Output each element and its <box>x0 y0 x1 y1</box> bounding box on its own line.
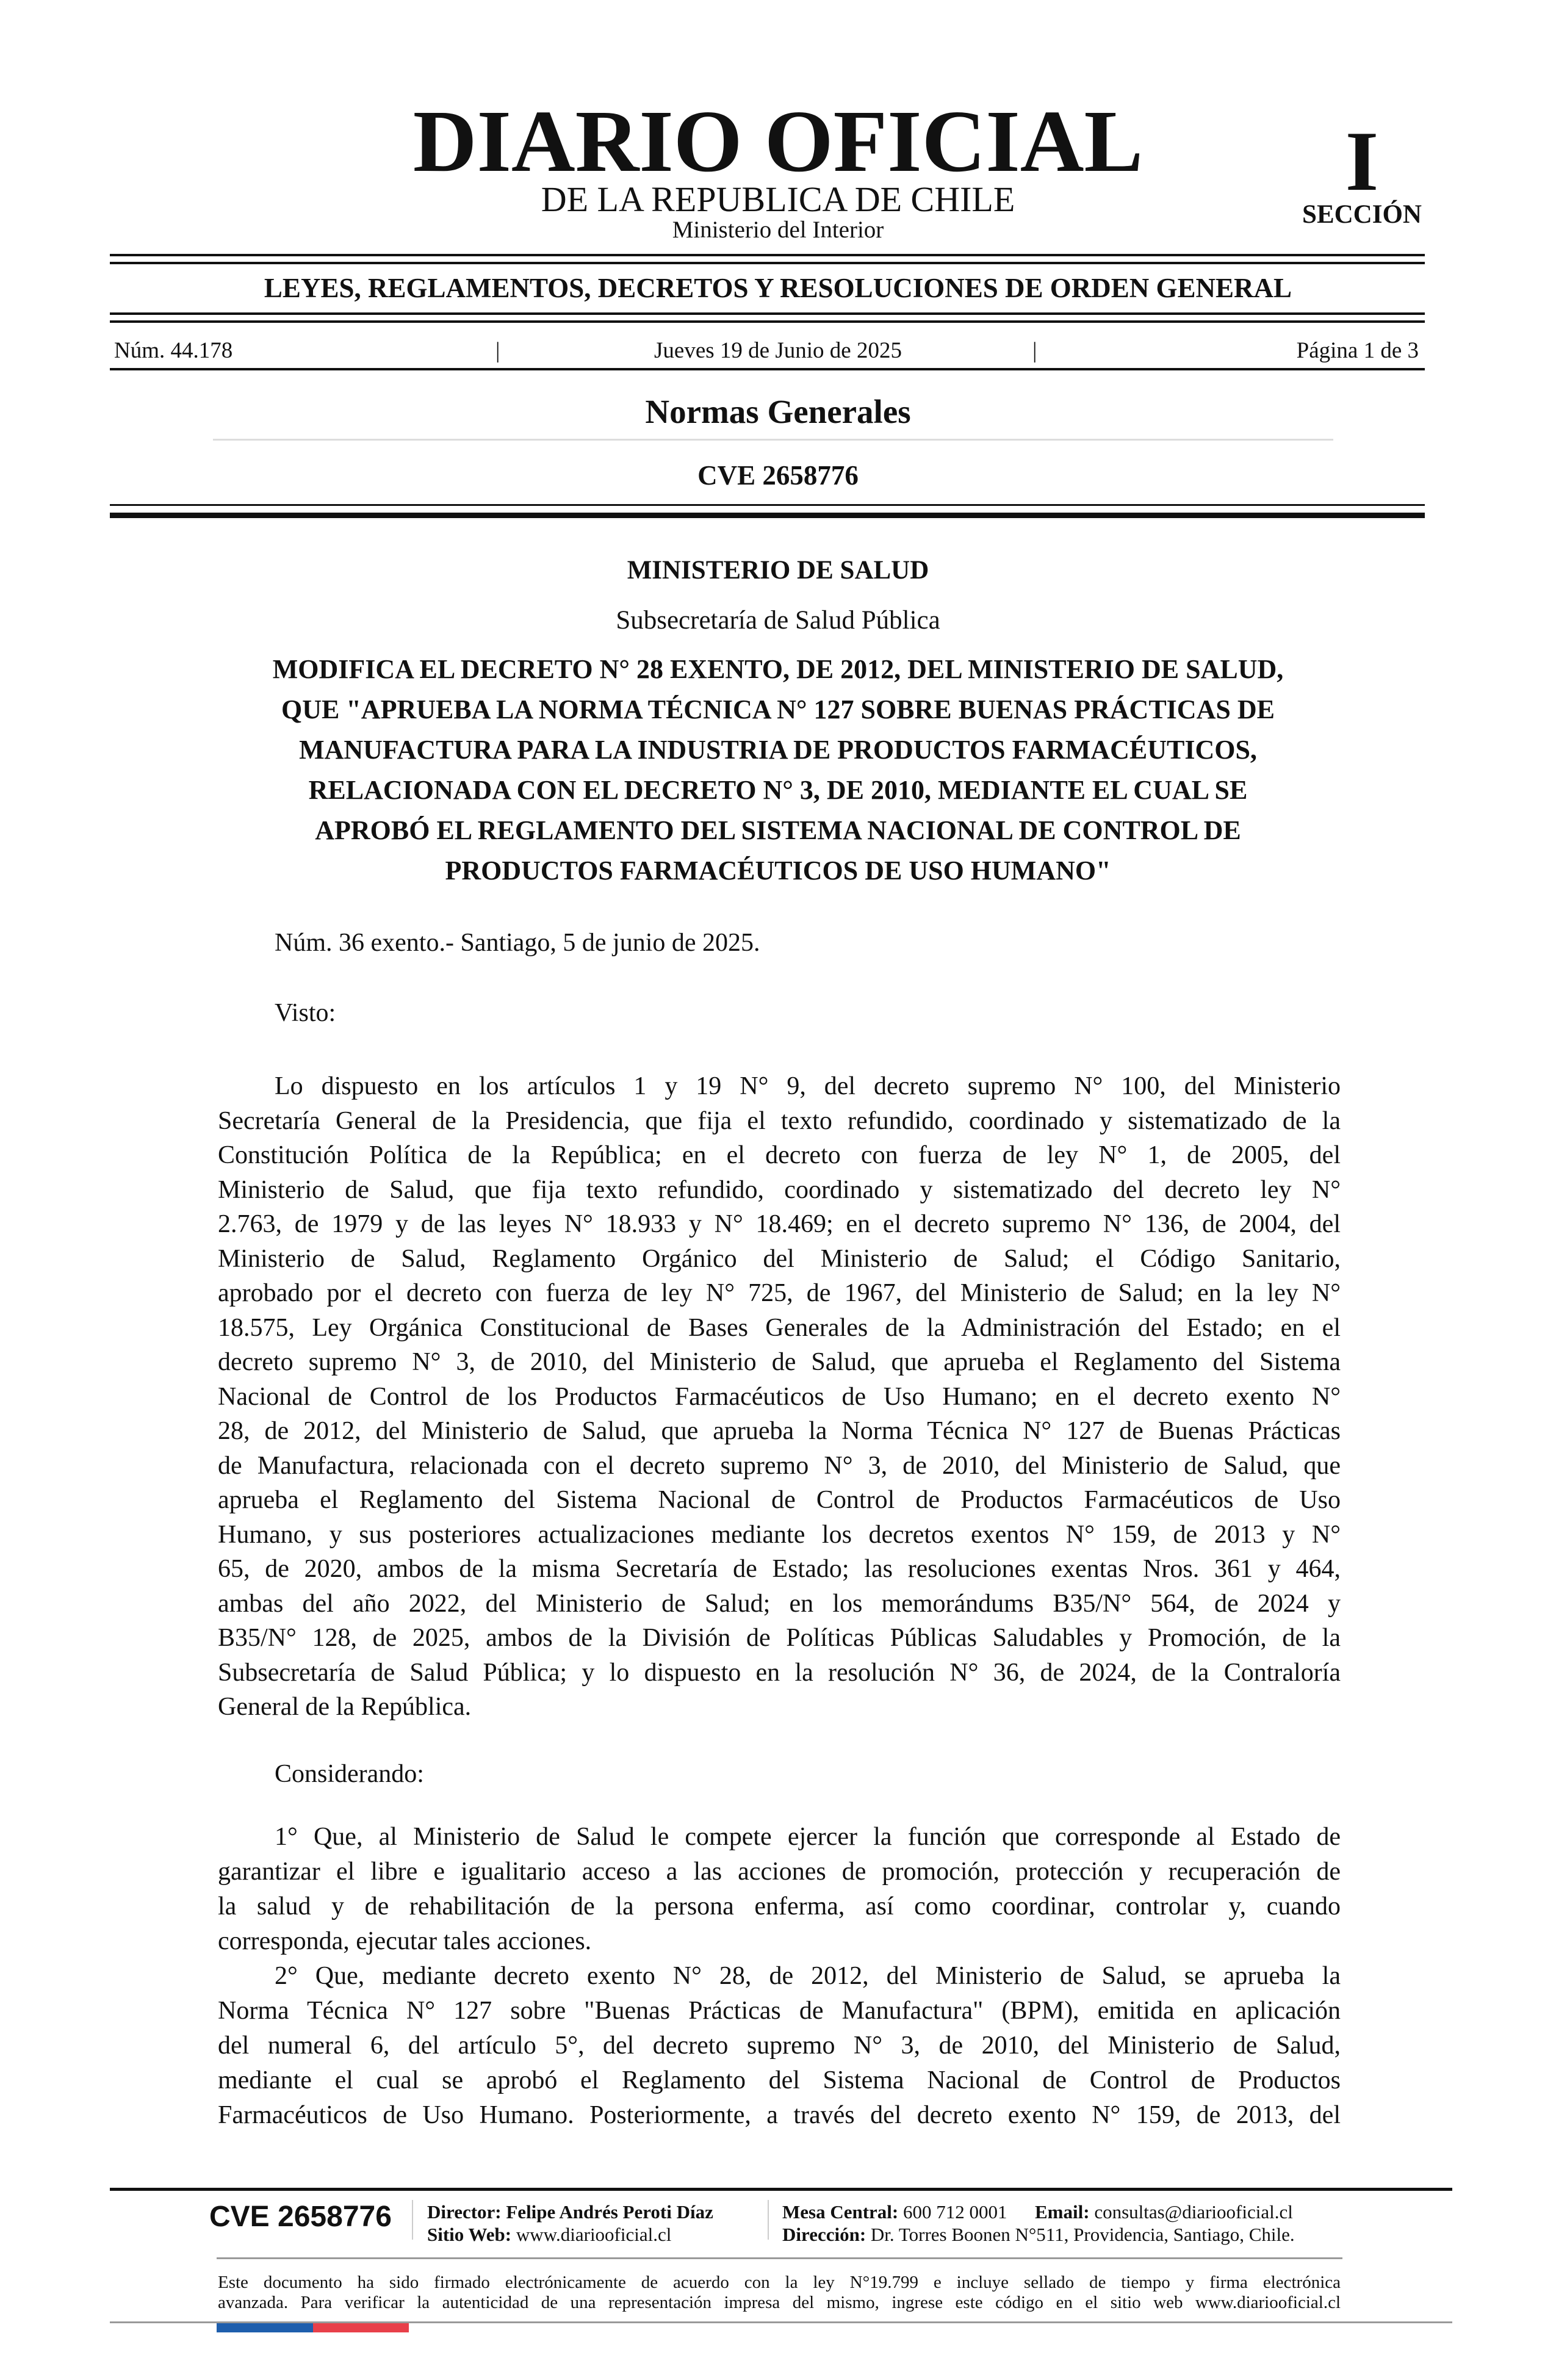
text-line: de Manufactura, relacionada con el decreto supremo N° 3, de 2010, del Ministerio de Salud, que <box>218 1451 1341 1480</box>
text-line: Secretaría General de la Presidencia, que fija el texto refundido, coordinado y sistematizado de la <box>218 1106 1341 1135</box>
address-value: Dr. Torres Boonen N°511, Providencia, Santiago, Chile. <box>870 2224 1295 2245</box>
text-line: Subsecretaría de Salud Pública; y lo dispuesto en la resolución N° 36, de 2024, de la Contraloría <box>218 1658 1341 1687</box>
footer-divider <box>110 2188 1452 2191</box>
text-line: aprobado por el decreto con fuerza de ley N° 725, de 1967, del Ministerio de Salud; en la ley N° <box>218 1279 1341 1307</box>
text-line: Constitución Política de la República; en el decreto con fuerza de ley N° 1, de 2005, del <box>218 1141 1341 1169</box>
text-line: 2° Que, mediante decreto exento N° 28, de 2012, del Ministerio de Salud, se aprueba la <box>275 1962 1341 1990</box>
director-label: Director: <box>427 2201 502 2223</box>
separator: | <box>495 338 500 363</box>
document-title-line: MANUFACTURA PARA LA INDUSTRIA DE PRODUCTOS FARMACÉUTICOS, <box>299 735 1257 765</box>
phone-value: 600 712 0001 <box>903 2201 1007 2223</box>
text-line: mediante el cual se aprobó el Reglamento del Sistema Nacional de Control de Productos <box>218 2066 1341 2094</box>
flag-blue <box>217 2323 313 2332</box>
section-label: SECCIÓN <box>1302 200 1422 229</box>
text-line: 18.575, Ley Orgánica Constitucional de Bases Generales de la Administración del Estado; en el <box>218 1313 1341 1342</box>
text-line: garantizar el libre e igualitario acceso a las acciones de promoción, protección y recuperación de <box>218 1858 1341 1886</box>
email-label: Email: <box>1035 2201 1090 2223</box>
footer-contact <box>782 2201 1293 2223</box>
text-line: corresponda, ejecutar tales acciones. <box>218 1927 592 1955</box>
text-line: Humano, y sus posteriores actualizaciones mediante los decretos exentos N° 159, de 2013 y N° <box>218 1520 1341 1549</box>
text-line: Ministerio de Salud, Reglamento Orgánico del Ministerio de Salud; el Código Sanitario, <box>218 1244 1341 1273</box>
section-title: Normas Generales <box>645 393 911 430</box>
masthead-ministry: Ministerio del Interior <box>672 217 884 243</box>
footer-divider <box>217 2257 1342 2259</box>
divider <box>110 312 1425 315</box>
email-link[interactable]: consultas@diariooficial.cl <box>1094 2201 1293 2223</box>
divider <box>110 504 1425 506</box>
footer-notice-line: avanzada. Para verificar la autenticidad de una representación impresa del mismo, ingrese este código en el sitio web www.diariooficial.cl <box>218 2293 1341 2312</box>
text-line: del numeral 6, del artículo 5°, del decreto supremo N° 3, de 2010, del Ministerio de Salud, <box>218 2032 1341 2060</box>
text-line: aprueba el Reglamento del Sistema Nacional de Control de Productos Farmacéuticos de Uso <box>218 1486 1341 1514</box>
category-heading: LEYES, REGLAMENTOS, DECRETOS Y RESOLUCIONES DE ORDEN GENERAL <box>264 273 1292 303</box>
text-line: Farmacéuticos de Uso Humano. Posteriormente, a través del decreto exento N° 159, de 2013, del <box>218 2101 1341 2129</box>
address-label: Dirección: <box>782 2224 866 2245</box>
footer-notice-line: Este documento ha sido firmado electrónicamente de acuerdo con la ley N°19.799 e incluye sellado de tiempo y firma electrónica <box>218 2273 1341 2292</box>
footer-separator <box>768 2200 769 2240</box>
separator: | <box>1032 338 1037 363</box>
text-line: 2.763, de 1979 y de las leyes N° 18.933 y N° 18.469; en el decreto supremo N° 136, de 2004, del <box>218 1210 1341 1238</box>
text-line: la salud y de rehabilitación de la persona enferma, así como coordinar, controlar y, cuando <box>218 1892 1341 1920</box>
footer-cve: CVE 2658776 <box>209 2201 392 2233</box>
text-line: Ministerio de Salud, que fija texto refundido, coordinado y sistematizado del decreto ley N° <box>218 1175 1341 1204</box>
page-indicator: Página 1 de 3 <box>1296 338 1419 363</box>
web-label: Sitio Web: <box>427 2224 512 2245</box>
text-line: 1° Que, al Ministerio de Salud le compete ejercer la función que corresponde al Estado de <box>275 1823 1341 1851</box>
chile-flag-bar <box>217 2323 409 2332</box>
section-numeral: I <box>1345 114 1379 209</box>
footer-website <box>427 2224 671 2246</box>
divider <box>110 320 1425 323</box>
text-line: General de la República. <box>218 1693 472 1721</box>
document-title-line: APROBÓ EL REGLAMENTO DEL SISTEMA NACIONAL DE CONTROL DE <box>315 815 1241 845</box>
document-ministry: MINISTERIO DE SALUD <box>627 556 929 585</box>
document-title-line: PRODUCTOS FARMACÉUTICOS DE USO HUMANO" <box>445 856 1111 885</box>
document-title-line: MODIFICA EL DECRETO N° 28 EXENTO, DE 2012, DEL MINISTERIO DE SALUD, <box>272 654 1284 684</box>
divider <box>110 262 1425 264</box>
document-subsecretariat: Subsecretaría de Salud Pública <box>616 606 940 635</box>
text-line: Nacional de Control de los Productos Farmacéuticos de Uso Humano; en el decreto exento N° <box>218 1382 1341 1411</box>
divider <box>110 254 1425 256</box>
considerando-heading: Considerando: <box>275 1760 424 1788</box>
web-link[interactable]: www.diariooficial.cl <box>516 2224 672 2245</box>
text-line: Norma Técnica N° 127 sobre "Buenas Prácticas de Manufactura" (BPM), emitida en aplicación <box>218 1997 1341 2025</box>
text-line: Lo dispuesto en los artículos 1 y 19 N° 9, del decreto supremo N° 100, del Ministerio <box>275 1072 1341 1100</box>
visto-heading: Visto: <box>275 999 336 1027</box>
text-line: 65, de 2020, ambos de la misma Secretaría de Estado; las resoluciones exentas Nros. 361 y 464, <box>218 1555 1341 1583</box>
text-line: 28, de 2012, del Ministerio de Salud, que aprueba la Norma Técnica N° 127 de Buenas Prácticas <box>218 1417 1341 1445</box>
text-line: B35/N° 128, de 2025, ambos de la División de Políticas Públicas Saludables y Promoción, de la <box>218 1624 1341 1652</box>
text-line: ambas del año 2022, del Ministerio de Salud; en los memorándums B35/N° 564, de 2024 y <box>218 1589 1341 1618</box>
director-name: Felipe Andrés Peroti Díaz <box>506 2201 713 2223</box>
footer-separator <box>412 2200 413 2240</box>
issue-number: Núm. 44.178 <box>114 338 233 363</box>
phone-label: Mesa Central: <box>782 2201 899 2223</box>
flag-red <box>313 2323 409 2332</box>
divider <box>110 368 1425 370</box>
masthead-subtitle: DE LA REPUBLICA DE CHILE <box>541 179 1015 219</box>
document-title-line: RELACIONADA CON EL DECRETO N° 3, DE 2010, MEDIANTE EL CUAL SE <box>308 775 1248 805</box>
text-line: decreto supremo N° 3, de 2010, del Ministerio de Salud, que aprueba el Reglamento del Sistema <box>218 1348 1341 1376</box>
divider <box>110 513 1425 518</box>
issue-date: Jueves 19 de Junio de 2025 <box>654 338 902 363</box>
decree-line: Núm. 36 exento.- Santiago, 5 de junio de 2025. <box>275 929 760 957</box>
footer-director <box>427 2201 713 2223</box>
footer-address <box>782 2224 1295 2246</box>
document-title-line: QUE "APRUEBA LA NORMA TÉCNICA N° 127 SOBRE BUENAS PRÁCTICAS DE <box>281 694 1275 724</box>
divider <box>213 439 1333 441</box>
cve-code: CVE 2658776 <box>697 460 859 491</box>
masthead-title: DIARIO OFICIAL <box>412 93 1144 190</box>
